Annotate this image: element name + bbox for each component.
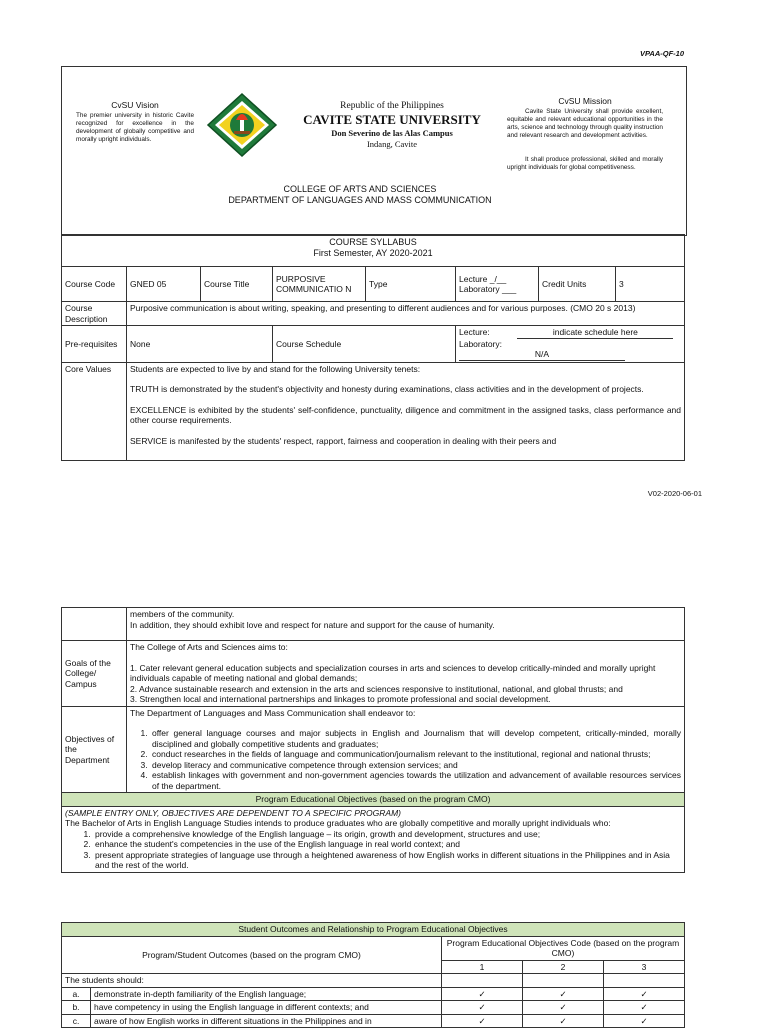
code-3: 3 [604, 960, 685, 974]
list-item: 1. offer general language courses and major subjects in English and Journalism that will develop competent, critically-minded, morally disciplined and globally competitive students and graduates; [150, 728, 681, 749]
schedule-label: Course Schedule [273, 326, 456, 363]
objectives-cell: The Department of Languages and Mass Communication shall endeavor to: 1. offer general language courses and major subjects in English and Journalism that will develop competent, critically-minded, morally disciplined and globally competitive students and graduates; 2. conduct researches in the fields of language and communication/journalism relevant to the institutional, regional and national thrusts; 3. develop literacy and communicative competence through extension services; and 4. establish linkages with government and non-government agencies towards the utilization and advancement of available resources services of the department. [127, 706, 685, 793]
list-item: 1. provide a comprehensive knowledge of the English language – its origin, growth and development, structures and use; [93, 829, 681, 840]
form-code: VPAA-QF-10 [639, 49, 684, 58]
header-box [61, 66, 687, 236]
department-name: DEPARTMENT OF LANGUAGES AND MASS COMMUNICATION [228, 195, 492, 205]
laboratory-schedule: Laboratory: N/A [459, 339, 681, 361]
mission-text: Cavite State University shall provide excellent, equitable and relevant educational opportunities in the arts, science and technology through quality instruction and relevant research and development activities. [507, 108, 663, 139]
lecture-schedule: Lecture: indicate schedule here [459, 327, 681, 339]
core-values-label: Core Values [62, 362, 127, 460]
code-2: 2 [523, 960, 604, 974]
peo-intro: The Bachelor of Arts in English Language Studies intends to produce graduates who are globally competitive and morally upright individuals who: [65, 818, 611, 828]
semester: First Semester, AY 2020-2021 [313, 247, 433, 258]
description-label: Course Description [62, 302, 127, 326]
credit-units-label: Credit Units [539, 267, 616, 301]
peo-cell [62, 806, 685, 872]
check-icon: ✓ [604, 987, 685, 1001]
list-item: 2. enhance the student's competencies in the use of the English language in real world context; and [93, 839, 681, 850]
type-label: Type [366, 267, 456, 302]
objectives-label: Objectives of the Department [62, 706, 127, 793]
credit-units: 3 [619, 278, 624, 289]
course-description: Purposive communication is about writing, speaking, and presenting to different audiences and for various purposes. (CMO 20 s 2013) [127, 302, 685, 326]
so-header: Student Outcomes and Relationship to Program Educational Objectives [62, 923, 685, 937]
college-name: COLLEGE OF ARTS AND SCIENCES [283, 184, 437, 194]
table-row: c. aware of how English works in different situations in the Philippines and in ✓ ✓ ✓ [62, 1014, 685, 1028]
peo-code-label: Program Educational Objectives Code (based on the program CMO) [442, 936, 685, 960]
lecture-lab: Lecture _/__ Laboratory ___ [456, 267, 539, 302]
university-name: CAVITE STATE UNIVERSITY [303, 112, 481, 127]
version-code: V02-2020-06-01 [647, 489, 702, 498]
prereq-value: None [127, 326, 273, 363]
check-icon: ✓ [442, 1014, 523, 1028]
campus-name: Don Severino de las Alas Campus [331, 128, 453, 138]
table-row: b. have competency in using the English language in different contexts; and ✓ ✓ ✓ [62, 1001, 685, 1015]
check-icon: ✓ [523, 1001, 604, 1015]
goal-2: 2. Advance sustainable research and extension in the arts and sciences responsive to institutional, national, and global thrusts; and [130, 683, 623, 694]
check-icon: ✓ [523, 987, 604, 1001]
check-icon: ✓ [604, 1001, 685, 1015]
syllabus-title: COURSE SYLLABUS [329, 237, 417, 247]
mission-title: CvSU Mission [558, 96, 612, 106]
goals-cell: The College of Arts and Sciences aims to: 1. Cater relevant general education subjects and specialization courses in arts and sciences to develop critically-minded and morally upright individuals capable of meeting national and global demands; 2. Advance sustainable research and extension in the arts and sciences responsive to institutional, national, and global thrusts; and 3. Strengthen local and international partnerships and linkages to promote professional and social development. [127, 641, 685, 707]
course-code: GNED 05 [127, 267, 201, 302]
students-should: The students should: [62, 974, 442, 988]
service-continued: members of the community. [130, 609, 235, 619]
course-title-label: Course Title [201, 267, 273, 302]
truth-text: TRUTH is demonstrated by the student's objectivity and honesty during examinations, class activities and in the development of projects. [130, 384, 644, 394]
vision-title: CvSU Vision [111, 100, 159, 110]
goal-3: 3. Strengthen local and international partnerships and linkages to promote professional and social development. [130, 694, 551, 704]
check-icon: ✓ [523, 1014, 604, 1028]
republic-text: Republic of the Philippines [340, 101, 444, 111]
list-item: 4. establish linkages with government and non-government agencies towards the utilization and advancement of available resources services of the department. [150, 770, 681, 791]
outcomes-table [61, 922, 685, 1028]
core-values: Students are expected to live by and stand for the following University tenets: TRUTH is demonstrated by the student's objectivity and honesty during examinations, class activities and in the development of projects. EXCELLENCE is exhibited by the students' self-confidence, punctuality, diligence and commitment in the assigned tasks, class performance and other course requirements. SERVICE is manifested by the students' respect, rapport, fairness and cooperation in dealing with their peers and [127, 362, 685, 460]
vision-text: The premier university in historic Cavite recognized for excellence in the development of globally competitive and morally upright individuals. [76, 112, 194, 143]
campus-location: Indang, Cavite [366, 139, 418, 149]
mission-text-2: It shall produce professional, skilled and morally upright individuals for global competitiveness. [507, 156, 663, 171]
service-text: SERVICE is manifested by the students' respect, rapport, fairness and cooperation in dealing with their peers and [130, 435, 557, 446]
so-column-label: Program/Student Outcomes (based on the program CMO) [62, 936, 442, 974]
objectives-list [130, 728, 681, 791]
goals-label: Goals of the College/ Campus [62, 641, 127, 707]
peo-header: Program Educational Objectives (based on the program CMO) [62, 793, 685, 807]
check-icon: ✓ [604, 1014, 685, 1028]
syllabus-table [61, 234, 685, 461]
prereq-label: Pre-requisites [62, 326, 127, 363]
check-icon: ✓ [442, 987, 523, 1001]
check-icon: ✓ [442, 1001, 523, 1015]
list-item: 3. present appropriate strategies of language use through a heightened awareness of how English works in different situations in the Philippines and in Asia and the rest of the world. [93, 850, 681, 871]
excellence-text: EXCELLENCE is exhibited by the students' self-confidence, punctuality, diligence and commitment in the assigned tasks, class performance and other course requirements. [130, 404, 681, 425]
course-title: PURPOSIVE COMMUNICATIO N [273, 267, 366, 302]
table-row: a. demonstrate in-depth familiarity of the English language; ✓ ✓ ✓ [62, 987, 685, 1001]
code-1: 1 [442, 960, 523, 974]
peo-note: (SAMPLE ENTRY ONLY, OBJECTIVES ARE DEPENDENT TO A SPECIFIC PROGRAM) [65, 807, 401, 818]
goal-1: 1. Cater relevant general education subjects and specialization courses in arts and sciences to develop critically-minded and morally upright individuals capable of meeting national and global demands; [130, 662, 656, 683]
list-item: 2. conduct researches in the fields of language and communication/journalism relevant to the institutional, regional and national thrusts; [150, 749, 681, 760]
course-code-label: Course Code [62, 267, 127, 302]
list-item: 3. develop literacy and communicative competence through extension services; and [150, 760, 681, 771]
syllabus-table-continued [61, 607, 685, 873]
love-nature: In addition, they should exhibit love and respect for nature and support for the cause of humanity. [130, 619, 495, 630]
peo-list [65, 829, 681, 871]
